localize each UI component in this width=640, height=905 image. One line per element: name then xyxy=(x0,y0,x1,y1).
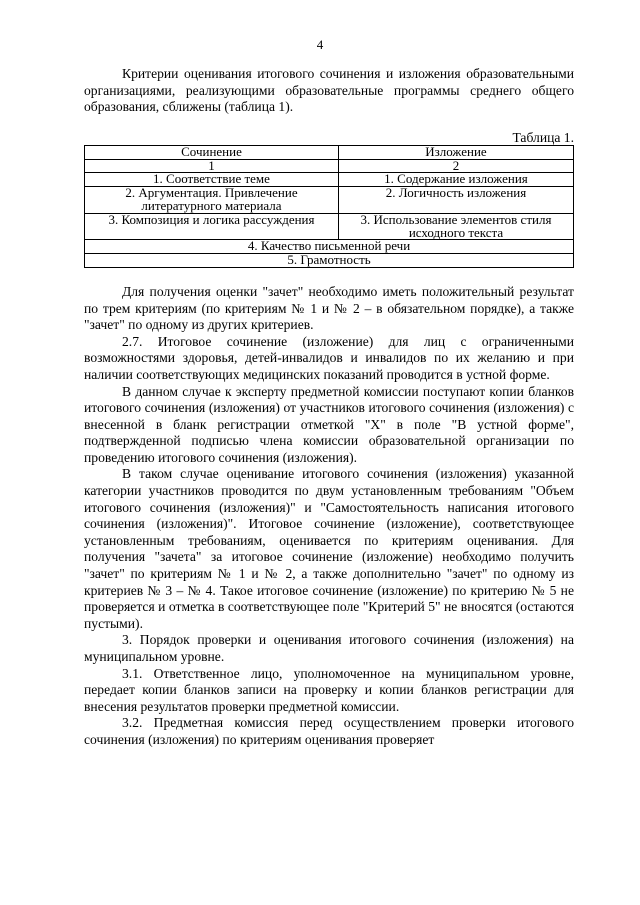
page-number: 4 xyxy=(316,37,324,52)
table-cell: 1. Содержание изложения xyxy=(338,173,573,187)
paragraph: 3.2. Предметная комиссия перед осуществлением проверки итогового сочинения (изложения) по критериям оценивания проверяет xyxy=(84,715,574,747)
paragraph: В таком случае оценивание итогового сочинения (изложения) указанной категории участников проводится по двум установленным требованиям "Объем итогового сочинения (изложения)" и "Самостоятельность написания итогового сочинения (изложения)". Итоговое сочинение (изложение), соответствующее установленным требованиям, оценивается по критериям оценивания. Для получения "зачета" за итоговое сочинение (изложение) необходимо получить "зачет" по критериям № 1 и № 2, а также дополнительно "зачет" по одному из критериев № 3 – № 4. Такое итоговое сочинение (изложение) по критерию № 5 не проверяется и отметка в соответствующее поле "Критерий 5" не вносятся (остаются пустыми). xyxy=(84,466,574,631)
table-cell-shared: 4. Качество письменной речи xyxy=(85,240,574,254)
table-cell: 3. Композиция и логика рассуждения xyxy=(85,213,339,240)
table-cell: 2 xyxy=(338,159,573,173)
table-row xyxy=(85,254,574,268)
table-cell-shared: 5. Грамотность xyxy=(85,254,574,268)
paragraph: 3.1. Ответственное лицо, уполномоченное на муниципальном уровне, передает копии бланков записи на проверку и копии бланков регистрации для внесения результатов проверки предметной комиссии. xyxy=(84,665,574,714)
table-cell: 1. Соответствие теме xyxy=(85,173,339,187)
table-row xyxy=(85,213,574,240)
table-cell: 3. Использование элементов стиля исходного текста xyxy=(338,213,573,240)
table-cell: 2. Аргументация. Привлечение литературного материала xyxy=(85,187,339,214)
table-cell: 1 xyxy=(85,159,339,173)
table-header-essay: Сочинение xyxy=(85,145,339,159)
paragraph: В данном случае к эксперту предметной комиссии поступают копии бланков итогового сочинения (изложения) от участников итогового сочинения (изложения) с внесенной в бланк регистрации отметкой "Х" в поле "В устной форме", подтвержденной подписью члена комиссии образовательной организации по проведению итогового сочинения (изложения). xyxy=(84,383,574,465)
paragraph: 2.7. Итоговое сочинение (изложение) для лиц с ограниченными возможностями здоровья, детей-инвалидов и инвалидов по их желанию и при наличии соответствующих медицинских показаний проводится в устной форме. xyxy=(84,333,574,382)
table-header-row xyxy=(85,145,574,159)
table-header-summary: Изложение xyxy=(338,145,573,159)
paragraph: Для получения оценки "зачет" необходимо иметь положительный результат по трем критериям (по критериям № 1 и № 2 – в обязательном порядке), а также "зачет" по одному из других критериев. xyxy=(84,283,574,333)
table-row xyxy=(85,187,574,214)
table-caption: Таблица 1. xyxy=(512,129,574,145)
paragraph: 3. Порядок проверки и оценивания итогового сочинения (изложения) на муниципальном уровне. xyxy=(84,632,574,665)
criteria-table xyxy=(84,145,574,268)
table-cell: 2. Логичность изложения xyxy=(338,187,573,214)
intro-paragraph: Критерии оценивания итогового сочинения и изложения образовательными организациями, реализующими образовательные программы среднего общего образования, сближены (таблица 1). xyxy=(84,66,574,115)
document-body xyxy=(84,66,574,749)
